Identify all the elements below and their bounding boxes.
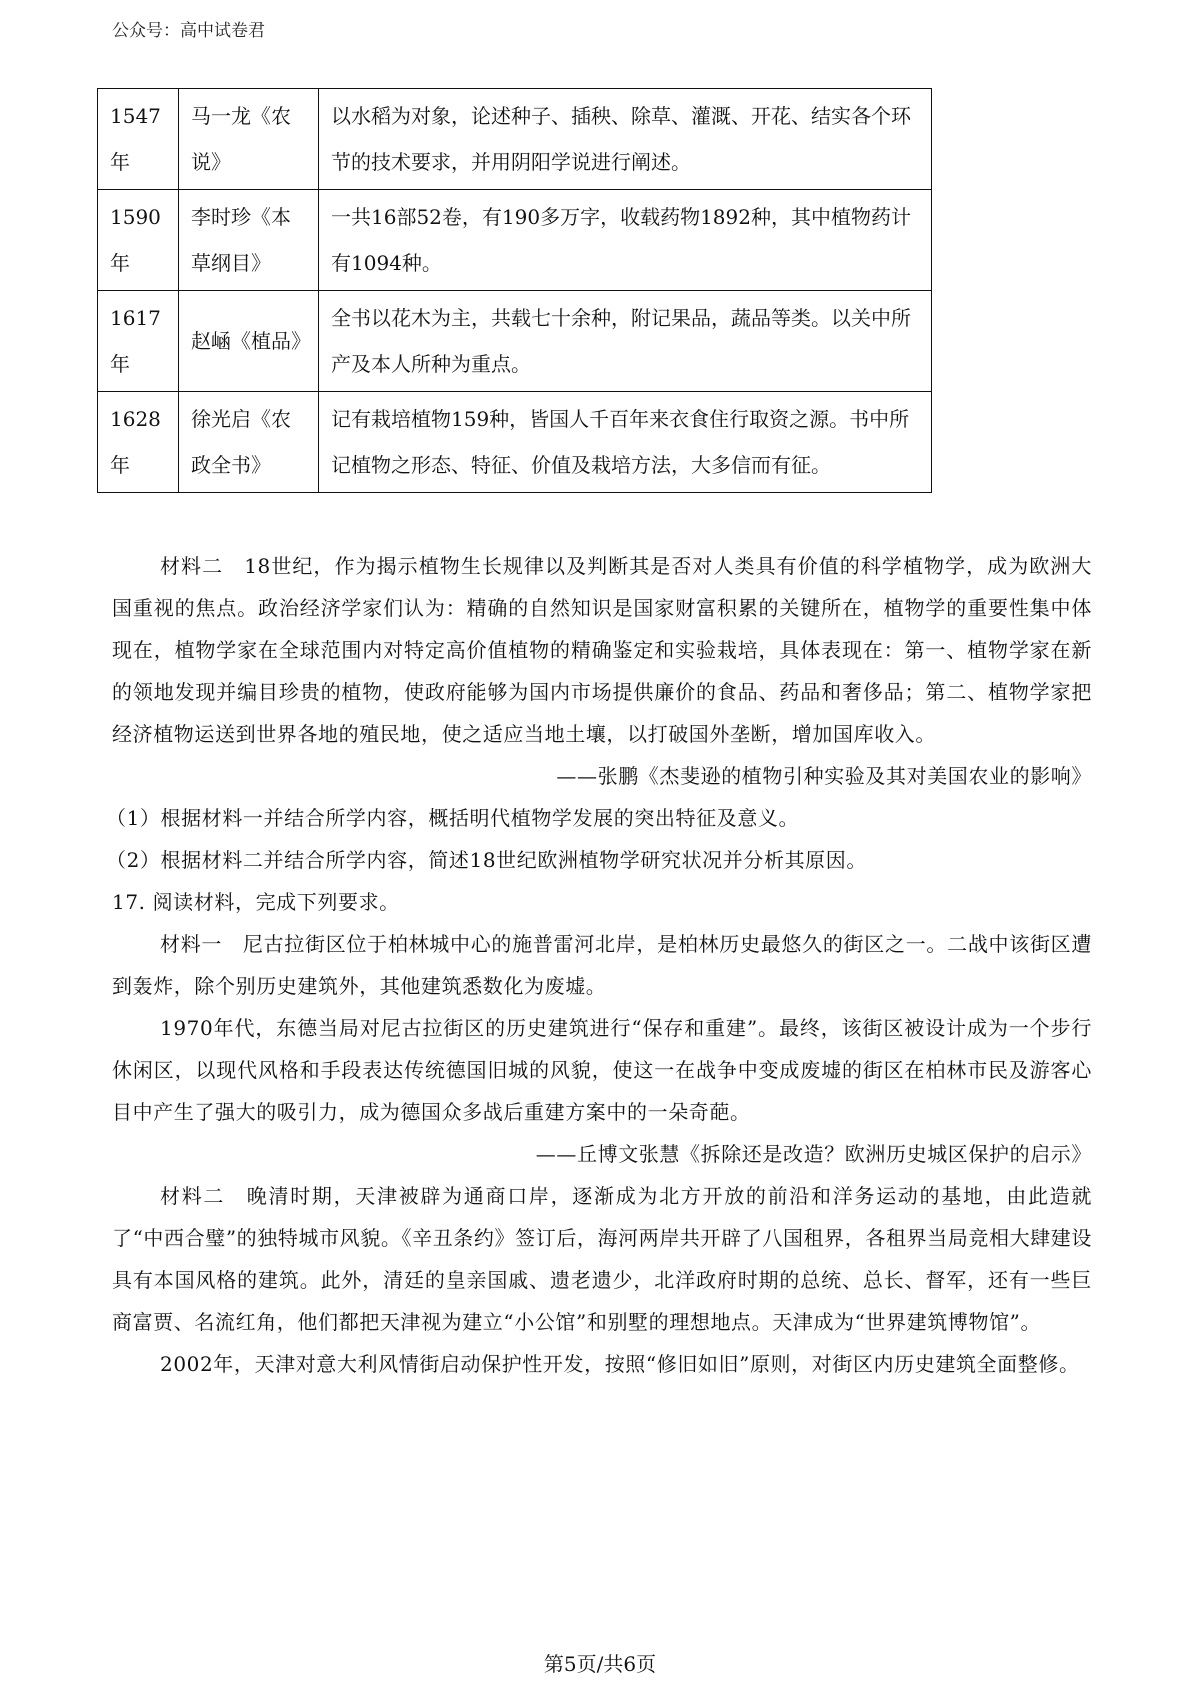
material-one-paragraph-continued: 1970年代，东德当局对尼古拉街区的历史建筑进行“保存和重建”。最终，该街区被设计成为一个步行休闲区，以现代风格和手段表达传统德国旧城的风貌，使这一在战争中变成废墟的街区在柏林市民及游客心目中产生了强大的吸引力，成为德国众多战后重建方案中的一朵奇葩。 <box>112 1016 1092 1124</box>
page-number: 第5页/共6页 <box>543 1652 657 1676</box>
description-cell: 全书以花木为主，共载七十余种，附记果品，蔬品等类。以关中所产及本人所种为重点。 <box>319 291 932 392</box>
citation-source: ——丘博文张慧《拆除还是改造？欧洲历史城区保护的启示》 <box>535 1142 1092 1166</box>
material-two-paragraph-continued: 2002年，天津对意大利风情街启动保护性开发，按照“修旧如旧”原则，对街区内历史建筑全面整修。 <box>160 1352 1080 1376</box>
year-cell: 1628年 <box>98 392 179 493</box>
page-header: 公众号：高中试卷君 <box>112 21 265 41</box>
description-cell: 以水稻为对象，论述种子、插秧、除草、灌溉、开花、结实各个环节的技术要求，并用阴阳学说进行阐述。 <box>319 89 932 190</box>
book-cell: 李时珍《本草纲目》 <box>179 190 319 291</box>
page-content <box>106 545 1092 1385</box>
botany-books-table <box>97 88 932 493</box>
description-cell: 记有栽培植物159种，皆国人千百年来衣食住行取资之源。书中所记植物之形态、特征、价值及栽培方法，大多信而有征。 <box>319 392 932 493</box>
table-row <box>98 291 932 392</box>
question-17-title: 17. 阅读材料，完成下列要求。 <box>112 890 400 914</box>
material-two-paragraph: 材料二 晚清时期，天津被辟为通商口岸，逐渐成为北方开放的前沿和洋务运动的基地，由此造就了“中西合璧”的独特城市风貌。《辛丑条约》签订后，海河两岸共开辟了八国租界，各租界当局竞相大肆建设具有本国风格的建筑。此外，清廷的皇亲国戚、遗老遗少，北洋政府时期的总统、总长、督军，还有一些巨商富贾、名流红角，他们都把天津视为建立“小公馆”和别墅的理想地点。天津成为“世界建筑博物馆”。 <box>112 1184 1092 1334</box>
question-1: （1）根据材料一并结合所学内容，概括明代植物学发展的突出特征及意义。 <box>106 806 800 830</box>
table-row <box>98 89 932 190</box>
book-cell: 赵崡《植品》 <box>179 291 319 392</box>
question-2: （2）根据材料二并结合所学内容，简述18世纪欧洲植物学研究状况并分析其原因。 <box>106 848 867 872</box>
book-cell: 徐光启《农政全书》 <box>179 392 319 493</box>
material-one-paragraph: 材料一 尼古拉街区位于柏林城中心的施普雷河北岸，是柏林历史最悠久的街区之一。二战中该街区遭到轰炸，除个别历史建筑外，其他建筑悉数化为废墟。 <box>112 932 1092 998</box>
table-row <box>98 392 932 493</box>
citation-source: ——张鹏《杰斐逊的植物引种实验及其对美国农业的影响》 <box>556 764 1092 788</box>
year-cell: 1617年 <box>98 291 179 392</box>
description-cell: 一共16部52卷，有190多万字，收载药物1892种，其中植物药计有1094种。 <box>319 190 932 291</box>
table-row <box>98 190 932 291</box>
year-cell: 1547年 <box>98 89 179 190</box>
book-cell: 马一龙《农说》 <box>179 89 319 190</box>
year-cell: 1590年 <box>98 190 179 291</box>
material-two-paragraph: 材料二 18世纪，作为揭示植物生长规律以及判断其是否对人类具有价值的科学植物学，成为欧洲大国重视的焦点。政治经济学家们认为：精确的自然知识是国家财富积累的关键所在，植物学的重要性集中体现在，植物学家在全球范围内对特定高价值植物的精确鉴定和实验栽培，具体表现在：第一、植物学家在新的领地发现并编目珍贵的植物，使政府能够为国内市场提供廉价的食品、药品和奢侈品；第二、植物学家把经济植物运送到世界各地的殖民地，使之适应当地土壤，以打破国外垄断，增加国库收入。 <box>112 554 1092 746</box>
